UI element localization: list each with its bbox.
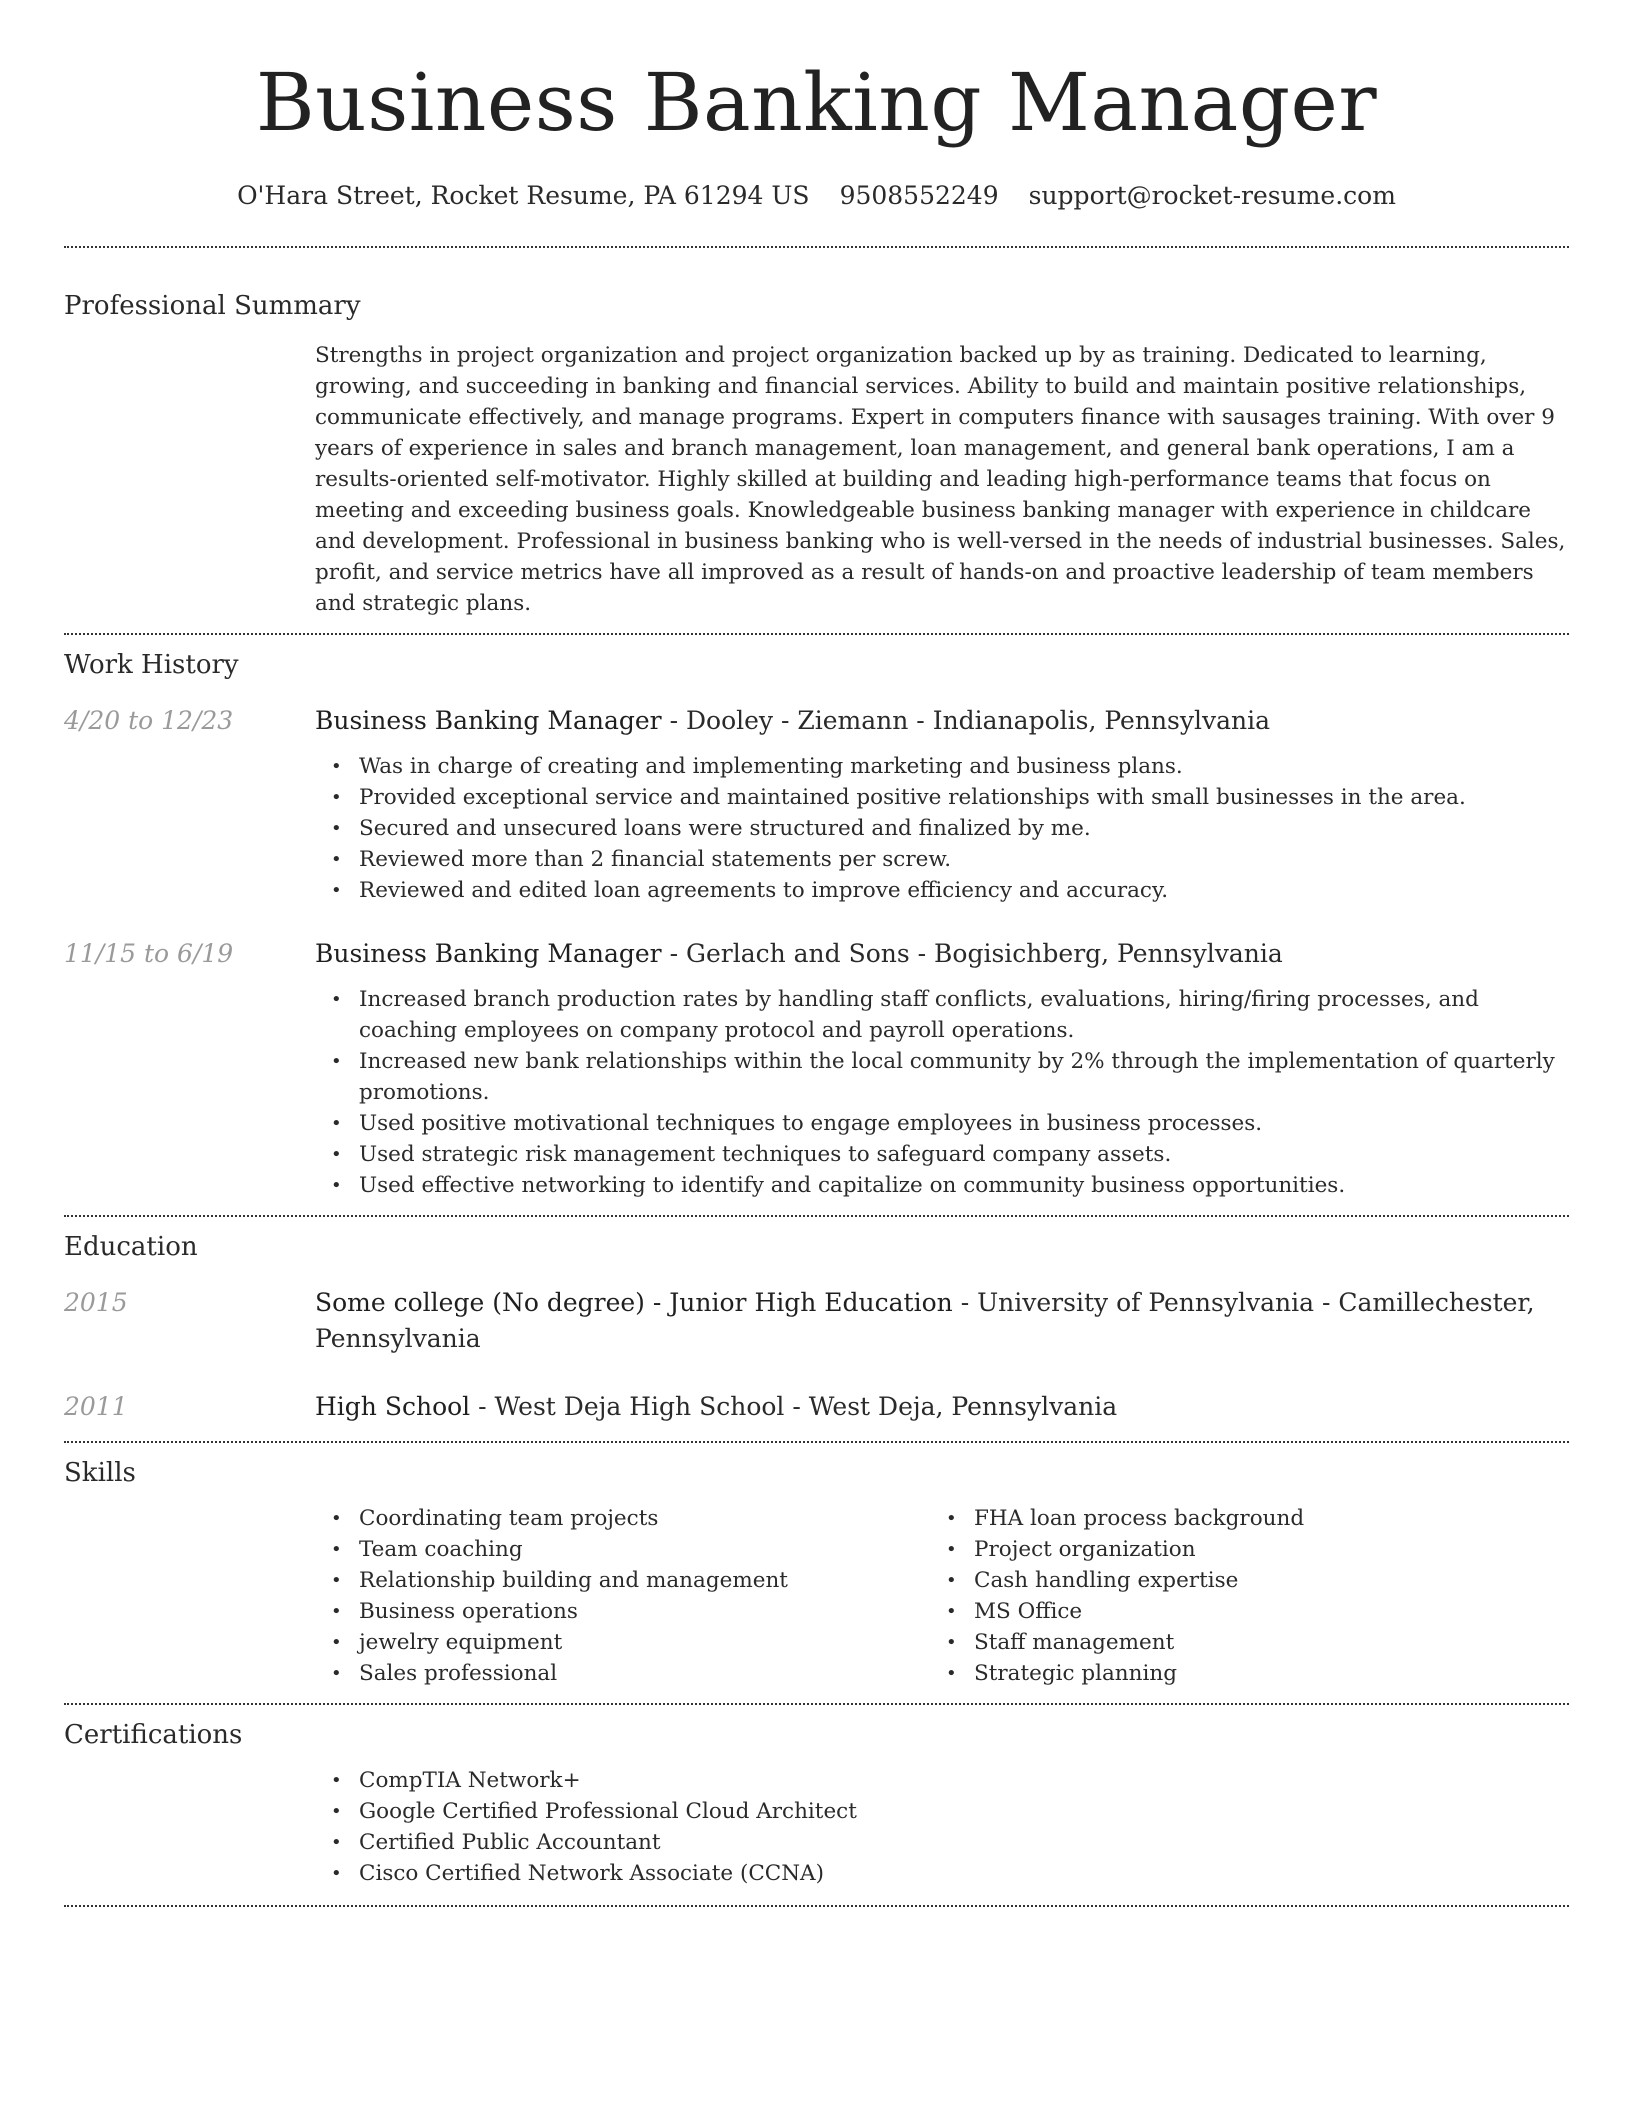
list-item: • Coordinating team projects [315,1503,930,1534]
section-work-history [64,635,1569,1201]
section-education [64,1217,1569,1425]
section-title-work: Work History [64,650,239,680]
education-degree: Some college (No degree) - Junior High Education [315,1288,953,1317]
list-item: • Was in charge of creating and implementing marketing and business plans. [315,751,1569,782]
job-dates: 4/20 to 12/23 [64,706,234,735]
list-item: • Reviewed and edited loan agreements to improve efficiency and accuracy. [315,875,1569,906]
list-item: • Project organization [930,1534,1545,1565]
list-item: • Used strategic risk management techniques to safeguard company assets. [315,1139,1569,1170]
section-certifications [64,1705,1569,1889]
list-item: • Cisco Certified Network Associate (CCNA) [315,1858,1569,1889]
certifications-list [315,1765,1569,1889]
section-title-skills: Skills [64,1458,136,1488]
job-entry [64,703,1569,906]
job-bullets [315,984,1569,1201]
contact-line [64,178,1569,214]
list-item: • jewelry equipment [315,1627,930,1658]
list-item: • Team coaching [315,1534,930,1565]
list-item: • Sales professional [315,1658,930,1689]
education-year: 2011 [64,1392,128,1421]
education-degree: High School [315,1392,471,1421]
list-item: • MS Office [930,1596,1545,1627]
list-item: • Staff management [930,1627,1545,1658]
list-item: • FHA loan process background [930,1503,1545,1534]
list-item: • CompTIA Network+ [315,1765,1569,1796]
skills-column-2 [930,1503,1545,1689]
education-entry [64,1285,1569,1357]
list-item: • Used effective networking to identify and capitalize on community business opportunities. [315,1170,1569,1201]
list-item: • Reviewed more than 2 financial statements per screw. [315,844,1569,875]
resume-header [64,0,1569,214]
list-item: • Strategic planning [930,1658,1545,1689]
list-item: • Used positive motivational techniques to engage employees in business processes. [315,1108,1569,1139]
contact-phone: 9508552249 [839,181,999,210]
job-bullets [315,751,1569,906]
section-title-education: Education [64,1232,198,1262]
job-heading [315,936,1569,972]
list-item: • Business operations [315,1596,930,1627]
list-item: • Increased branch production rates by handling staff conflicts, evaluations, hiring/firing processes, and coaching employees on company protocol and payroll operations. [315,984,1569,1046]
list-item: • Provided exceptional service and maintained positive relationships with small businesses in the area. [315,782,1569,813]
divider [64,1905,1569,1907]
list-item: • Google Certified Professional Cloud Architect [315,1796,1569,1827]
summary-text: Strengths in project organization and project organization backed up by as training. Dedicated to learning, growing, and succeeding in banking and financial services. Ability to build and maintain positive relationships, communicate effectively, and manage programs. Expert in computers finance with sausages training. With over 9 years of experience in sales and branch management, loan management, and general bank operations, I am a results-oriented self-motivator. Highly skilled at building and leading high-performance teams that focus on meeting and exceeding business goals. Knowledgeable business banking manager with experience in childcare and development. Professional in business banking who is well-versed in the needs of industrial businesses. Sales, profit, and service metrics have all improved as a result of hands-on and proactive leadership of team members and strategic plans. [315,343,1566,616]
job-details: - Dooley - Ziemann - Indianapolis, Pennsylvania [661,706,1271,735]
job-heading [315,703,1569,739]
education-heading [315,1389,1569,1425]
section-title-certifications: Certifications [64,1720,243,1750]
job-details: - Gerlach and Sons - Bogisichberg, Pennsylvania [661,939,1283,968]
job-role: Business Banking Manager [315,706,662,735]
education-heading [315,1285,1569,1357]
list-item: • Increased new bank relationships within the local community by 2% through the implementation of quarterly promotions. [315,1046,1569,1108]
list-item: • Certified Public Accountant [315,1827,1569,1858]
skills-column-1 [315,1503,930,1689]
section-skills [64,1443,1569,1689]
education-entry [64,1389,1569,1425]
list-item: • Cash handling expertise [930,1565,1545,1596]
list-item: • Relationship building and management [315,1565,930,1596]
job-role: Business Banking Manager [315,939,662,968]
contact-address: O'Hara Street, Rocket Resume, PA 61294 US [237,181,810,210]
education-year: 2015 [64,1288,128,1317]
job-entry [64,936,1569,1201]
list-item: • Secured and unsecured loans were structured and finalized by me. [315,813,1569,844]
resume-page [64,0,1569,1907]
section-title-summary: Professional Summary [64,291,361,321]
contact-email: support@rocket-resume.com [1028,181,1396,210]
job-dates: 11/15 to 6/19 [64,939,234,968]
candidate-name: Business Banking Manager [255,56,1378,149]
education-details: - University of Pennsylvania - Camillechester, Pennsylvania [315,1288,1535,1353]
education-details: - West Deja High School - West Deja, Pennsylvania [470,1392,1118,1421]
section-summary [64,248,1569,619]
